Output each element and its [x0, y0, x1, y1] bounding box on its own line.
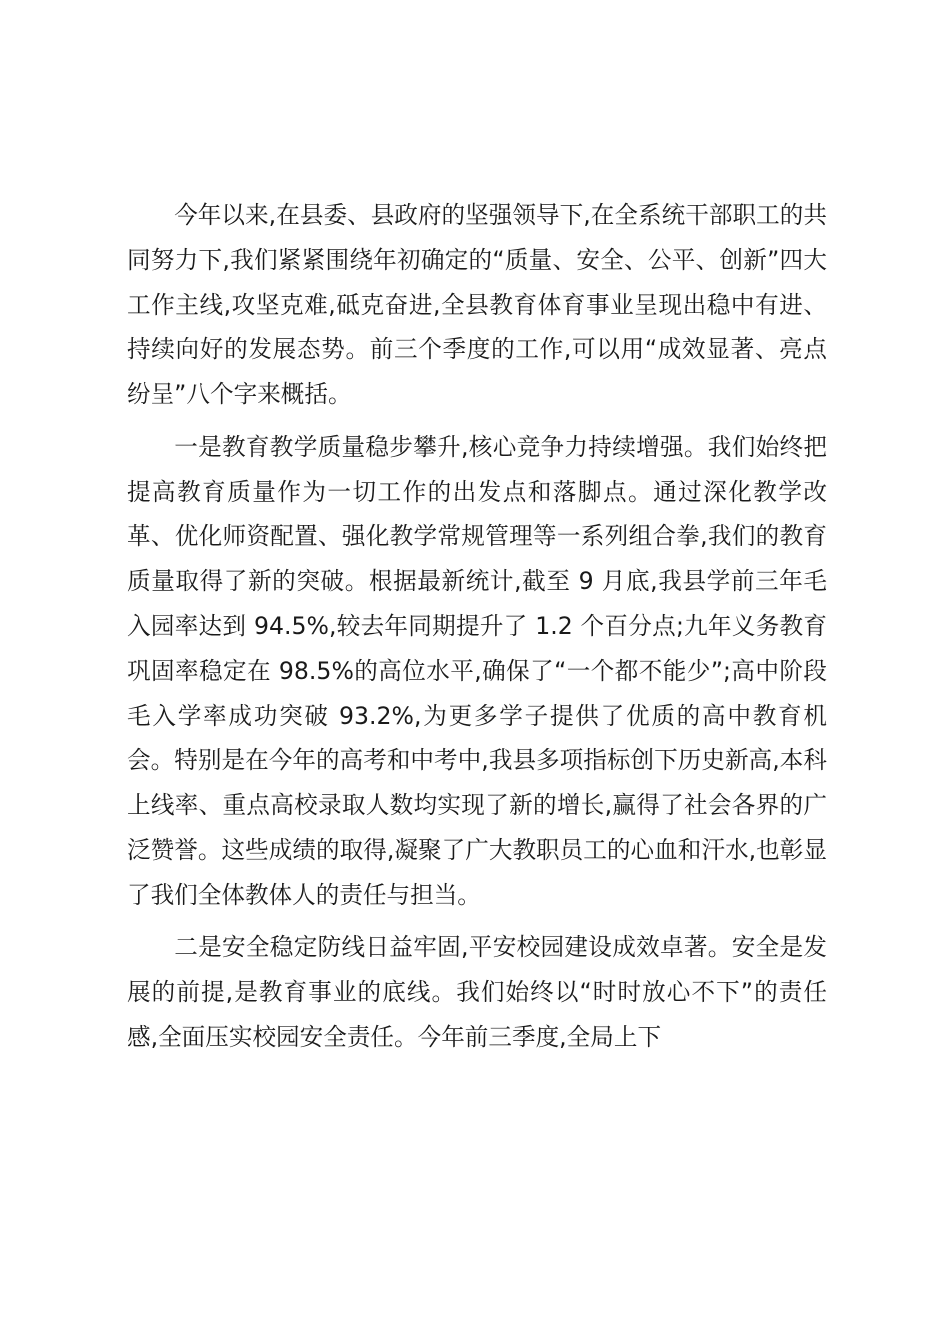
document-body: [127, 193, 827, 1068]
paragraph-campus-safety: 二是安全稳定防线日益牢固,平安校园建设成效卓著。安全是发展的前提,是教育事业的底线。我们始终以“时时放心不下”的责任感,全面压实校园安全责任。今年前三季度,全局上下: [127, 933, 827, 1051]
paragraph-intro: 今年以来,在县委、县政府的坚强领导下,在全系统干部职工的共同努力下,我们紧紧围绕年初确定的“质量、安全、公平、创新”四大工作主线,攻坚克难,砥克奋进,全县教育体育事业呈现出稳中有进、持续向好的发展态势。前三个季度的工作,可以用“成效显著、亮点纷呈”八个字来概括。: [127, 201, 827, 409]
paragraph-education-quality: 一是教育教学质量稳步攀升,核心竞争力持续增强。我们始终把提高教育质量作为一切工作的出发点和落脚点。通过深化教学改革、优化师资配置、强化教学常规管理等一系列组合拳,我们的教育质量取得了新的突破。根据最新统计,截至 9 月底,我县学前三年毛入园率达到 94.5%,较去年同期提升了 1.2 个百分点;九年义务教育巩固率稳定在 98.5%的高位水平,确保了“一个都不能少”;高中阶段毛入学率成功突破 93.2%,为更多学子提供了优质的高中教育机会。特别是在今年的高考和中考中,我县多项指标创下历史新高,本科上线率、重点高校录取人数均实现了新的增长,赢得了社会各界的广泛赞誉。这些成绩的取得,凝聚了广大教职员工的心血和汗水,也彰显了我们全体教体人的责任与担当。: [127, 432, 827, 909]
